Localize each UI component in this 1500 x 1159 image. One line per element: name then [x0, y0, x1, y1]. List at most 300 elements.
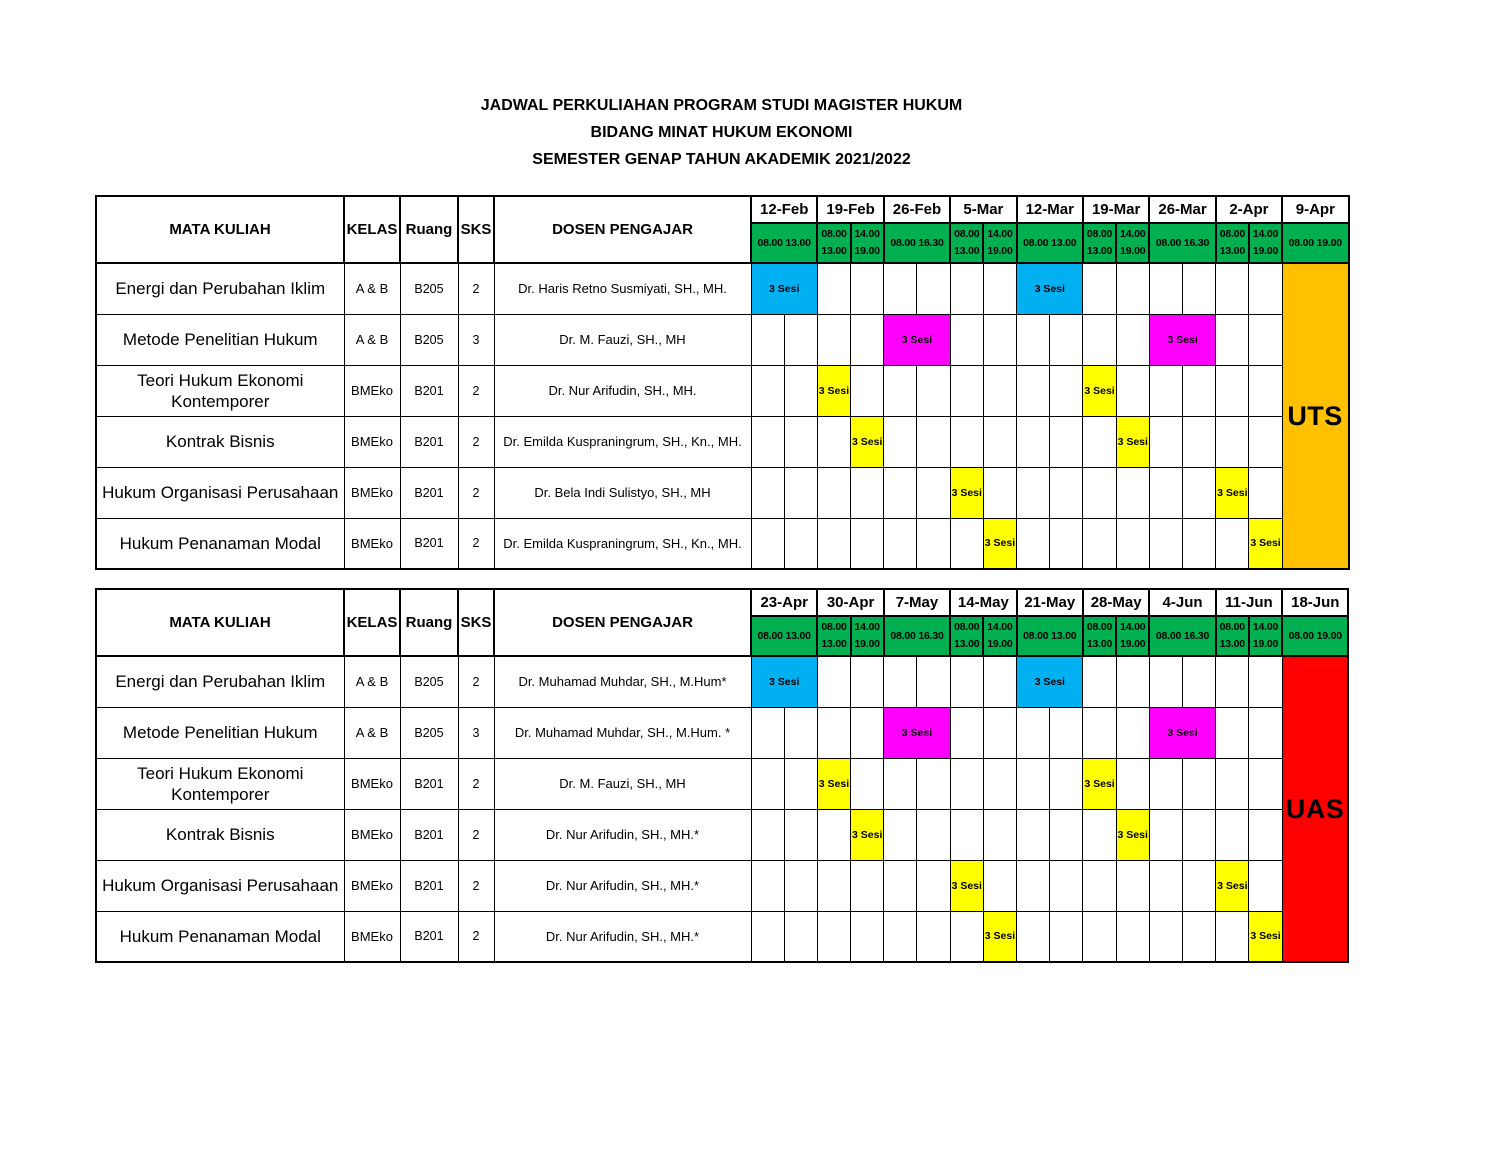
empty-slot-cell [1249, 707, 1282, 758]
time-text: 14.00 [1120, 621, 1146, 633]
empty-slot-cell [1083, 707, 1116, 758]
empty-slot-cell [1216, 911, 1249, 962]
kelas-cell: BMEko [344, 518, 400, 569]
ruang-cell: B201 [400, 416, 458, 467]
empty-slot-cell [1249, 365, 1282, 416]
empty-slot-cell [950, 263, 983, 314]
empty-slot-cell [1216, 758, 1249, 809]
empty-slot-cell [884, 758, 917, 809]
empty-slot-cell [751, 860, 784, 911]
empty-slot-cell [1149, 809, 1182, 860]
sks-cell: 2 [458, 911, 494, 962]
empty-slot-cell [1050, 911, 1083, 962]
ruang-cell: B205 [400, 263, 458, 314]
col-header-ruang: Ruang [400, 196, 458, 263]
col-header-dosen: DOSEN PENGAJAR [494, 196, 751, 263]
empty-slot-cell [817, 911, 850, 962]
document-title [95, 92, 1348, 173]
empty-slot-cell [1017, 467, 1050, 518]
col-header-sks: SKS [458, 196, 494, 263]
final-schedule-table [95, 588, 1349, 963]
empty-slot-cell [983, 656, 1016, 707]
empty-slot-cell [983, 860, 1016, 911]
time-text: 14.00 [1252, 228, 1279, 240]
sks-cell: 2 [458, 467, 494, 518]
kelas-cell: BMEko [344, 416, 400, 467]
ruang-cell: B201 [400, 467, 458, 518]
empty-slot-cell [1249, 314, 1282, 365]
time-header [983, 223, 1016, 263]
empty-slot-cell [983, 467, 1016, 518]
empty-slot-cell [817, 416, 850, 467]
date-header: 9-Apr [1282, 196, 1348, 223]
time-text: 19.00 [1120, 245, 1146, 257]
time-text: 19.00 [987, 638, 1013, 650]
session-cell: 3 Sesi [1116, 809, 1149, 860]
empty-slot-cell [950, 314, 983, 365]
sks-cell: 2 [458, 656, 494, 707]
col-header-dosen: DOSEN PENGAJAR [494, 589, 751, 656]
time-text: 08.00 [954, 228, 980, 240]
date-header: 26-Mar [1149, 196, 1215, 223]
date-header: 14-May [950, 589, 1016, 616]
time-text: 19.00 [1120, 638, 1146, 650]
empty-slot-cell [884, 467, 917, 518]
empty-slot-cell [851, 860, 884, 911]
empty-slot-cell [1017, 707, 1050, 758]
empty-slot-cell [884, 860, 917, 911]
empty-slot-cell [1050, 467, 1083, 518]
empty-slot-cell [817, 860, 850, 911]
empty-slot-cell [1149, 467, 1182, 518]
session-cell: 3 Sesi [1149, 314, 1215, 365]
ruang-cell: B201 [400, 365, 458, 416]
empty-slot-cell [1083, 518, 1116, 569]
empty-slot-cell [884, 365, 917, 416]
date-header: 26-Feb [884, 196, 950, 223]
empty-slot-cell [1017, 860, 1050, 911]
empty-slot-cell [917, 758, 950, 809]
empty-slot-cell [817, 467, 850, 518]
empty-slot-cell [1050, 314, 1083, 365]
empty-slot-cell [1216, 263, 1249, 314]
empty-slot-cell [950, 656, 983, 707]
empty-slot-cell [784, 365, 817, 416]
time-text: 13.00 [821, 245, 847, 257]
session-cell: 3 Sesi [950, 467, 983, 518]
session-cell: 3 Sesi [950, 860, 983, 911]
empty-slot-cell [784, 707, 817, 758]
time-text: 08.00 [821, 621, 847, 633]
empty-slot-cell [983, 416, 1016, 467]
empty-slot-cell [917, 860, 950, 911]
empty-slot-cell [950, 809, 983, 860]
kelas-cell: BMEko [344, 911, 400, 962]
empty-slot-cell [950, 707, 983, 758]
empty-slot-cell [851, 911, 884, 962]
time-text: 13.00 [954, 245, 980, 257]
session-cell: 3 Sesi [1083, 365, 1116, 416]
time-text: 14.00 [854, 228, 880, 240]
empty-slot-cell [1116, 911, 1149, 962]
dosen-cell: Dr. Nur Arifudin, SH., MH.* [494, 860, 751, 911]
empty-slot-cell [1183, 656, 1216, 707]
time-text: 08.00 [954, 621, 980, 633]
time-text: 19.00 [854, 638, 880, 650]
time-header: 08.00 13.00 [751, 223, 817, 263]
empty-slot-cell [1050, 365, 1083, 416]
course-cell: Teori Hukum Ekonomi Kontemporer [96, 365, 344, 416]
dosen-cell: Dr. Haris Retno Susmiyati, SH., MH. [494, 263, 751, 314]
course-cell: Hukum Penanaman Modal [96, 518, 344, 569]
empty-slot-cell [784, 518, 817, 569]
time-header: 08.00 16.30 [1149, 616, 1215, 656]
kelas-cell: BMEko [344, 758, 400, 809]
col-header-mata-kuliah: MATA KULIAH [96, 196, 344, 263]
course-cell: Hukum Penanaman Modal [96, 911, 344, 962]
empty-slot-cell [851, 365, 884, 416]
sks-cell: 2 [458, 416, 494, 467]
time-header: 08.00 19.00 [1282, 616, 1348, 656]
empty-slot-cell [751, 707, 784, 758]
empty-slot-cell [1183, 263, 1216, 314]
time-text: 14.00 [987, 228, 1013, 240]
empty-slot-cell [751, 518, 784, 569]
ruang-cell: B205 [400, 314, 458, 365]
session-cell: 3 Sesi [751, 263, 817, 314]
time-header [1249, 223, 1282, 263]
session-cell: 3 Sesi [1017, 263, 1083, 314]
dosen-cell: Dr. Emilda Kuspraningrum, SH., Kn., MH. [494, 416, 751, 467]
empty-slot-cell [917, 416, 950, 467]
empty-slot-cell [983, 707, 1016, 758]
empty-slot-cell [1183, 860, 1216, 911]
empty-slot-cell [1017, 911, 1050, 962]
exam-cell: UTS [1282, 263, 1348, 569]
empty-slot-cell [1050, 518, 1083, 569]
empty-slot-cell [1116, 467, 1149, 518]
empty-slot-cell [784, 314, 817, 365]
empty-slot-cell [1249, 416, 1282, 467]
empty-slot-cell [917, 518, 950, 569]
course-cell: Teori Hukum Ekonomi Kontemporer [96, 758, 344, 809]
session-cell: 3 Sesi [983, 911, 1016, 962]
time-header [851, 616, 884, 656]
empty-slot-cell [784, 467, 817, 518]
course-cell: Kontrak Bisnis [96, 809, 344, 860]
empty-slot-cell [1083, 656, 1116, 707]
kelas-cell: A & B [344, 707, 400, 758]
empty-slot-cell [1083, 263, 1116, 314]
empty-slot-cell [851, 263, 884, 314]
ruang-cell: B201 [400, 911, 458, 962]
empty-slot-cell [983, 758, 1016, 809]
sks-cell: 2 [458, 365, 494, 416]
empty-slot-cell [851, 314, 884, 365]
empty-slot-cell [1183, 809, 1216, 860]
empty-slot-cell [983, 809, 1016, 860]
empty-slot-cell [1216, 314, 1249, 365]
empty-slot-cell [817, 314, 850, 365]
empty-slot-cell [1083, 467, 1116, 518]
time-header: 08.00 13.00 [1017, 223, 1083, 263]
empty-slot-cell [1249, 263, 1282, 314]
empty-slot-cell [917, 656, 950, 707]
empty-slot-cell [851, 467, 884, 518]
time-text: 08.00 [1086, 228, 1113, 240]
empty-slot-cell [1183, 416, 1216, 467]
empty-slot-cell [1249, 809, 1282, 860]
date-header: 21-May [1017, 589, 1083, 616]
empty-slot-cell [751, 416, 784, 467]
empty-slot-cell [1216, 518, 1249, 569]
sks-cell: 2 [458, 758, 494, 809]
empty-slot-cell [1017, 365, 1050, 416]
col-header-sks: SKS [458, 589, 494, 656]
time-text: 13.00 [1086, 245, 1113, 257]
time-text: 19.00 [1252, 245, 1279, 257]
time-text: 13.00 [1086, 638, 1113, 650]
title-line-semester: SEMESTER GENAP TAHUN AKADEMIK 2021/2022 [532, 151, 911, 168]
empty-slot-cell [1183, 467, 1216, 518]
empty-slot-cell [1149, 416, 1182, 467]
time-header [817, 616, 850, 656]
empty-slot-cell [1149, 758, 1182, 809]
course-cell: Metode Penelitian Hukum [96, 707, 344, 758]
col-header-mata-kuliah: MATA KULIAH [96, 589, 344, 656]
empty-slot-cell [884, 911, 917, 962]
session-cell: 3 Sesi [1216, 467, 1249, 518]
course-cell: Hukum Organisasi Perusahaan [96, 860, 344, 911]
dosen-cell: Dr. M. Fauzi, SH., MH [494, 758, 751, 809]
time-text: 19.00 [1252, 638, 1279, 650]
date-header: 11-Jun [1216, 589, 1282, 616]
empty-slot-cell [1116, 707, 1149, 758]
time-header: 08.00 13.00 [1017, 616, 1083, 656]
empty-slot-cell [884, 809, 917, 860]
date-header: 5-Mar [950, 196, 1016, 223]
title-line-program: JADWAL PERKULIAHAN PROGRAM STUDI MAGISTER HUKUM [480, 97, 963, 114]
empty-slot-cell [1249, 860, 1282, 911]
empty-slot-cell [1116, 518, 1149, 569]
empty-slot-cell [1149, 518, 1182, 569]
empty-slot-cell [1216, 707, 1249, 758]
session-cell: 3 Sesi [1216, 860, 1249, 911]
empty-slot-cell [784, 416, 817, 467]
date-header: 19-Mar [1083, 196, 1149, 223]
time-header: 08.00 19.00 [1282, 223, 1348, 263]
time-text: 19.00 [854, 245, 880, 257]
course-cell: Energi dan Perubahan Iklim [96, 263, 344, 314]
session-cell: 3 Sesi [851, 809, 884, 860]
empty-slot-cell [1050, 416, 1083, 467]
course-cell: Kontrak Bisnis [96, 416, 344, 467]
empty-slot-cell [917, 467, 950, 518]
empty-slot-cell [884, 656, 917, 707]
date-header: 23-Apr [751, 589, 817, 616]
empty-slot-cell [1017, 518, 1050, 569]
time-header [1216, 223, 1249, 263]
course-cell: Metode Penelitian Hukum [96, 314, 344, 365]
empty-slot-cell [1149, 911, 1182, 962]
empty-slot-cell [1050, 758, 1083, 809]
empty-slot-cell [1083, 860, 1116, 911]
empty-slot-cell [950, 365, 983, 416]
time-header [1083, 223, 1116, 263]
empty-slot-cell [1249, 758, 1282, 809]
ruang-cell: B201 [400, 809, 458, 860]
time-header: 08.00 16.30 [1149, 223, 1215, 263]
session-cell: 3 Sesi [1249, 518, 1282, 569]
time-text: 13.00 [821, 638, 847, 650]
empty-slot-cell [1183, 365, 1216, 416]
kelas-cell: A & B [344, 314, 400, 365]
date-header: 7-May [884, 589, 950, 616]
dosen-cell: Dr. Nur Arifudin, SH., MH. [494, 365, 751, 416]
empty-slot-cell [1116, 656, 1149, 707]
empty-slot-cell [784, 758, 817, 809]
sks-cell: 3 [458, 314, 494, 365]
time-text: 08.00 [821, 228, 847, 240]
empty-slot-cell [1017, 809, 1050, 860]
empty-slot-cell [1183, 911, 1216, 962]
time-header [950, 616, 983, 656]
session-cell: 3 Sesi [751, 656, 817, 707]
dosen-cell: Dr. M. Fauzi, SH., MH [494, 314, 751, 365]
dosen-cell: Dr. Muhamad Muhdar, SH., M.Hum. * [494, 707, 751, 758]
session-cell: 3 Sesi [1017, 656, 1083, 707]
ruang-cell: B205 [400, 656, 458, 707]
title-line-field: BIDANG MINAT HUKUM EKONOMI [590, 124, 853, 141]
empty-slot-cell [950, 416, 983, 467]
dosen-cell: Dr. Nur Arifudin, SH., MH.* [494, 809, 751, 860]
time-header: 08.00 16.30 [884, 616, 950, 656]
kelas-cell: BMEko [344, 467, 400, 518]
time-text: 19.00 [987, 245, 1013, 257]
empty-slot-cell [1216, 809, 1249, 860]
empty-slot-cell [1116, 263, 1149, 314]
empty-slot-cell [751, 314, 784, 365]
course-cell: Hukum Organisasi Perusahaan [96, 467, 344, 518]
date-header: 12-Feb [751, 196, 817, 223]
dosen-cell: Dr. Bela Indi Sulistyo, SH., MH [494, 467, 751, 518]
empty-slot-cell [1116, 314, 1149, 365]
empty-slot-cell [1116, 365, 1149, 416]
dosen-cell: Dr. Nur Arifudin, SH., MH.* [494, 911, 751, 962]
empty-slot-cell [1149, 860, 1182, 911]
empty-slot-cell [983, 365, 1016, 416]
time-header [851, 223, 884, 263]
ruang-cell: B205 [400, 707, 458, 758]
time-text: 14.00 [1252, 621, 1279, 633]
date-header: 4-Jun [1149, 589, 1215, 616]
empty-slot-cell [1216, 365, 1249, 416]
empty-slot-cell [917, 263, 950, 314]
kelas-cell: A & B [344, 656, 400, 707]
empty-slot-cell [817, 707, 850, 758]
ruang-cell: B201 [400, 758, 458, 809]
time-text: 08.00 [1219, 228, 1245, 240]
dosen-cell: Dr. Muhamad Muhdar, SH., M.Hum* [494, 656, 751, 707]
empty-slot-cell [950, 758, 983, 809]
empty-slot-cell [884, 416, 917, 467]
time-header [1116, 223, 1149, 263]
exam-cell: UAS [1282, 656, 1348, 962]
time-header [950, 223, 983, 263]
empty-slot-cell [817, 263, 850, 314]
time-header [1216, 616, 1249, 656]
sks-cell: 2 [458, 860, 494, 911]
empty-slot-cell [751, 911, 784, 962]
empty-slot-cell [1149, 365, 1182, 416]
empty-slot-cell [1050, 809, 1083, 860]
kelas-cell: A & B [344, 263, 400, 314]
empty-slot-cell [817, 656, 850, 707]
empty-slot-cell [1216, 656, 1249, 707]
time-text: 14.00 [987, 621, 1013, 633]
empty-slot-cell [884, 518, 917, 569]
time-header [1249, 616, 1282, 656]
empty-slot-cell [983, 263, 1016, 314]
empty-slot-cell [950, 518, 983, 569]
time-header: 08.00 16.30 [884, 223, 950, 263]
sks-cell: 2 [458, 518, 494, 569]
empty-slot-cell [1017, 416, 1050, 467]
time-header [817, 223, 850, 263]
empty-slot-cell [950, 911, 983, 962]
empty-slot-cell [784, 809, 817, 860]
time-header [1083, 616, 1116, 656]
empty-slot-cell [917, 809, 950, 860]
time-header: 08.00 13.00 [751, 616, 817, 656]
session-cell: 3 Sesi [884, 707, 950, 758]
session-cell: 3 Sesi [1083, 758, 1116, 809]
sks-cell: 3 [458, 707, 494, 758]
col-header-kelas: KELAS [344, 589, 400, 656]
empty-slot-cell [851, 518, 884, 569]
sks-cell: 2 [458, 263, 494, 314]
empty-slot-cell [1050, 707, 1083, 758]
empty-slot-cell [983, 314, 1016, 365]
session-cell: 3 Sesi [1249, 911, 1282, 962]
empty-slot-cell [1183, 758, 1216, 809]
time-header [983, 616, 1016, 656]
empty-slot-cell [817, 518, 850, 569]
time-text: 14.00 [1120, 228, 1146, 240]
time-text: 13.00 [1219, 245, 1245, 257]
empty-slot-cell [851, 656, 884, 707]
time-text: 08.00 [1219, 621, 1245, 633]
date-header: 30-Apr [817, 589, 883, 616]
session-cell: 3 Sesi [884, 314, 950, 365]
kelas-cell: BMEko [344, 809, 400, 860]
empty-slot-cell [1083, 416, 1116, 467]
midterm-schedule-table [95, 195, 1350, 570]
empty-slot-cell [851, 707, 884, 758]
empty-slot-cell [884, 263, 917, 314]
empty-slot-cell [1216, 416, 1249, 467]
date-header: 28-May [1083, 589, 1149, 616]
empty-slot-cell [751, 758, 784, 809]
col-header-kelas: KELAS [344, 196, 400, 263]
session-cell: 3 Sesi [817, 758, 850, 809]
empty-slot-cell [751, 809, 784, 860]
empty-slot-cell [917, 911, 950, 962]
empty-slot-cell [1149, 263, 1182, 314]
session-cell: 3 Sesi [983, 518, 1016, 569]
schedule-tables-container [95, 195, 1500, 963]
empty-slot-cell [1083, 314, 1116, 365]
